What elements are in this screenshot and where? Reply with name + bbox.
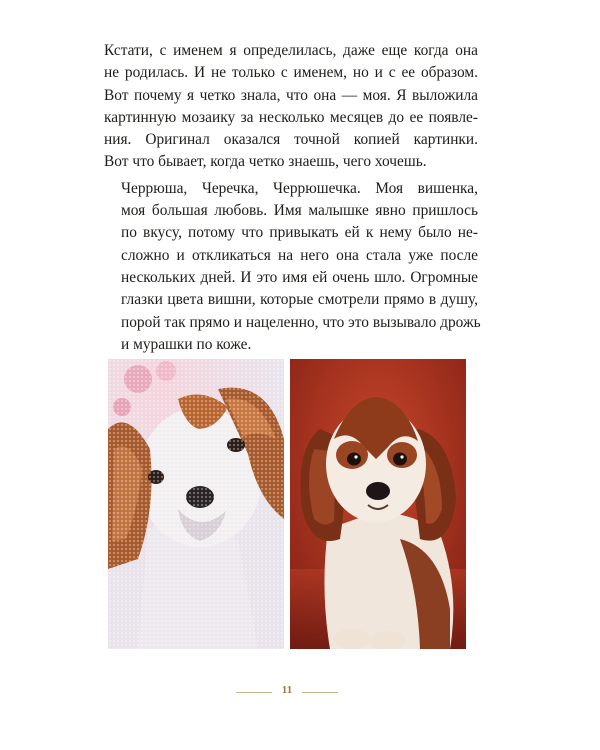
paragraph-2 [104, 178, 481, 356]
text-line: нескольких дней. И это имя ей очень шло. Огромные [121, 268, 478, 286]
page-number: 11 [281, 684, 293, 696]
mosaic-spaniel-image [108, 359, 284, 649]
painted-spaniel-illustration [290, 359, 466, 649]
text-line: и мурашки по коже. [121, 335, 252, 353]
painted-spaniel-image [290, 359, 466, 649]
text-line: Черрюша, Черечка, Черрюшечка. Моя вишенка, [121, 179, 478, 197]
text-line: Вот что бывает, когда четко знаешь, чего хочешь. [104, 153, 427, 171]
text-line: Кстати, с именем я определилась, даже еще когда она [104, 42, 478, 59]
body-text [104, 40, 481, 356]
text-line: Вот почему я четко знала, что она — моя. Я выложила [104, 86, 478, 104]
text-line: по вкусу, потому что привыкать ей к нему было не- [121, 224, 478, 242]
footer-rule-right [302, 692, 338, 693]
footer-rule-left [236, 692, 272, 693]
text-line: сложно и откликаться на него она стала уже после [121, 246, 478, 264]
text-line: моя большая любовь. Имя малышке явно пришлось [121, 202, 478, 220]
text-line: порой так прямо и нацеленно, что это вызывало дрожь [121, 313, 481, 331]
paragraph-1 [104, 40, 478, 174]
page-footer [0, 683, 600, 703]
mosaic-spaniel-illustration [108, 359, 284, 649]
text-line: ния. Оригинал оказался точной копией картинки. [104, 131, 478, 149]
text-line: глазки цвета вишни, которые смотрели прямо в душу, [121, 291, 478, 309]
text-line: картинную мозаику за несколько месяцев до ее появле- [104, 108, 478, 126]
text-line: не родилась. И не только с именем, но и с ее образом. [104, 64, 478, 82]
